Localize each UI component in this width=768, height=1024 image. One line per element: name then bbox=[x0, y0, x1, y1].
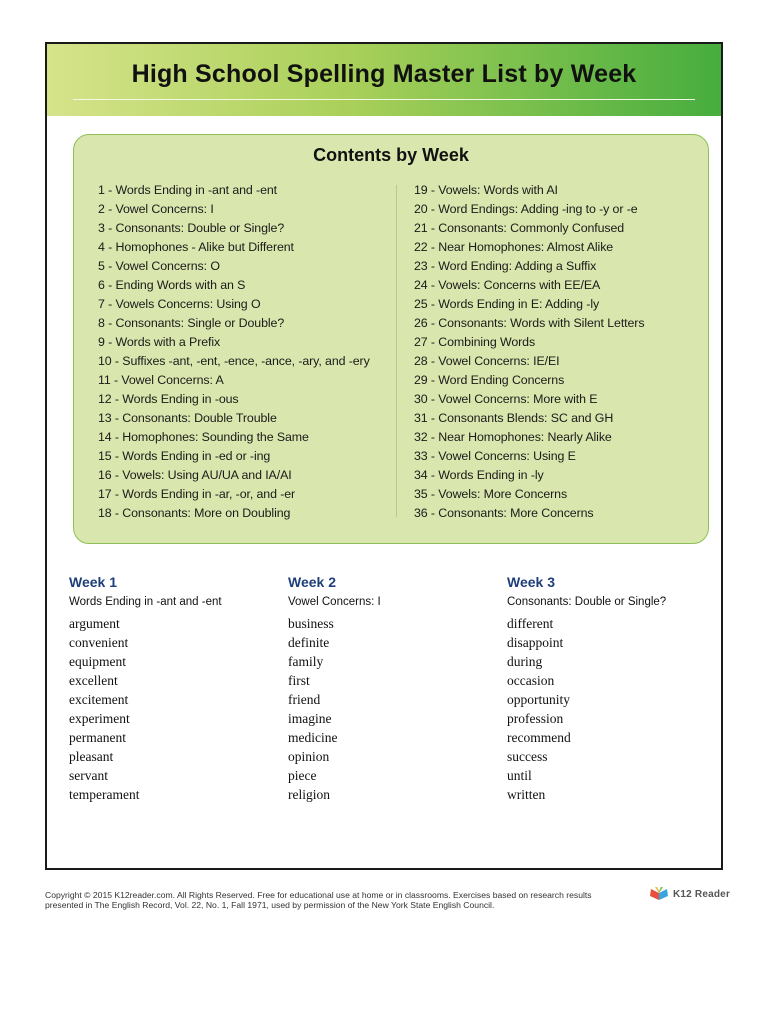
contents-item: 25 - Words Ending in E: Adding -ly bbox=[414, 297, 600, 311]
contents-item: 33 - Vowel Concerns: Using E bbox=[414, 449, 576, 463]
spelling-word: opinion bbox=[288, 749, 330, 764]
spelling-word: opportunity bbox=[507, 692, 570, 707]
contents-item: 16 - Vowels: Using AU/UA and IA/AI bbox=[98, 468, 292, 482]
spelling-word: religion bbox=[288, 787, 330, 802]
spelling-word: medicine bbox=[288, 730, 338, 745]
contents-item: 10 - Suffixes -ant, -ent, -ence, -ance, -ary, and -ery bbox=[98, 354, 370, 368]
spelling-word: until bbox=[507, 768, 532, 783]
open-book-icon bbox=[648, 886, 670, 902]
contents-item: 13 - Consonants: Double Trouble bbox=[98, 411, 277, 425]
spelling-word: argument bbox=[69, 616, 120, 631]
title-underline bbox=[73, 99, 695, 100]
contents-item: 26 - Consonants: Words with Silent Letters bbox=[414, 316, 645, 330]
worksheet-frame bbox=[45, 42, 723, 870]
spelling-word: excitement bbox=[69, 692, 129, 707]
contents-item: 34 - Words Ending in -ly bbox=[414, 468, 544, 482]
spelling-word: servant bbox=[69, 768, 108, 783]
contents-item: 22 - Near Homophones: Almost Alike bbox=[414, 240, 614, 254]
spelling-word: written bbox=[507, 787, 546, 802]
contents-item: 35 - Vowels: More Concerns bbox=[414, 487, 568, 501]
header-banner bbox=[47, 44, 721, 116]
contents-item: 12 - Words Ending in -ous bbox=[98, 392, 239, 406]
contents-item: 6 - Ending Words with an S bbox=[98, 278, 246, 292]
week-1-section bbox=[69, 574, 279, 804]
contents-item: 5 - Vowel Concerns: O bbox=[98, 259, 220, 273]
spelling-word: disappoint bbox=[507, 635, 564, 650]
k12reader-logo[interactable] bbox=[648, 886, 730, 902]
spelling-word: equipment bbox=[69, 654, 126, 669]
spelling-word: business bbox=[288, 616, 334, 631]
contents-item: 28 - Vowel Concerns: IE/EI bbox=[414, 354, 560, 368]
week-subtitle: Vowel Concerns: I bbox=[288, 596, 381, 608]
contents-item: 31 - Consonants Blends: SC and GH bbox=[414, 411, 614, 425]
copyright-footer: Copyright © 2015 K12reader.com. All Rights Reserved. Free for educational use at home or in classrooms. Exercises based on research results presented in The English Record, Vol. 22, No. 1, Fall 1971, used by permission of the New York State English Council. bbox=[45, 890, 592, 910]
contents-item: 24 - Vowels: Concerns with EE/EA bbox=[414, 278, 601, 292]
word-list bbox=[69, 614, 279, 804]
spelling-word: during bbox=[507, 654, 543, 669]
contents-right-column bbox=[414, 181, 704, 523]
week-title: Week 3 bbox=[507, 574, 555, 590]
spelling-word: pleasant bbox=[69, 749, 114, 764]
spelling-word: success bbox=[507, 749, 548, 764]
spelling-word: occasion bbox=[507, 673, 555, 688]
spelling-word: definite bbox=[288, 635, 330, 650]
spelling-word: temperament bbox=[69, 787, 140, 802]
contents-item: 9 - Words with a Prefix bbox=[98, 335, 221, 349]
week-subtitle: Consonants: Double or Single? bbox=[507, 596, 667, 608]
week-title: Week 2 bbox=[288, 574, 336, 590]
contents-title: Contents by Week bbox=[313, 145, 469, 165]
contents-item: 8 - Consonants: Single or Double? bbox=[98, 316, 285, 330]
week-2-section bbox=[288, 574, 498, 804]
contents-item: 3 - Consonants: Double or Single? bbox=[98, 221, 285, 235]
spelling-word: friend bbox=[288, 692, 321, 707]
contents-item: 4 - Homophones - Alike but Different bbox=[98, 240, 294, 254]
contents-item: 17 - Words Ending in -ar, -or, and -er bbox=[98, 487, 296, 501]
column-divider bbox=[396, 185, 397, 517]
word-list bbox=[507, 614, 717, 804]
contents-item: 14 - Homophones: Sounding the Same bbox=[98, 430, 309, 444]
contents-item: 15 - Words Ending in -ed or -ing bbox=[98, 449, 271, 463]
contents-item: 1 - Words Ending in -ant and -ent bbox=[98, 183, 277, 197]
contents-item: 11 - Vowel Concerns: A bbox=[98, 373, 224, 387]
contents-item: 29 - Word Ending Concerns bbox=[414, 373, 565, 387]
word-list bbox=[288, 614, 498, 804]
spelling-word: piece bbox=[288, 768, 317, 783]
contents-item: 20 - Word Endings: Adding -ing to -y or -e bbox=[414, 202, 638, 216]
contents-item: 27 - Combining Words bbox=[414, 335, 536, 349]
spelling-word: imagine bbox=[288, 711, 332, 726]
spelling-word: convenient bbox=[69, 635, 129, 650]
logo-text: K12 Reader bbox=[673, 888, 731, 900]
contents-item: 2 - Vowel Concerns: I bbox=[98, 202, 214, 216]
contents-item: 32 - Near Homophones: Nearly Alike bbox=[414, 430, 612, 444]
week-subtitle: Words Ending in -ant and -ent bbox=[69, 596, 222, 608]
spelling-word: excellent bbox=[69, 673, 118, 688]
contents-box bbox=[73, 134, 709, 544]
contents-item: 7 - Vowels Concerns: Using O bbox=[98, 297, 261, 311]
spelling-word: first bbox=[288, 673, 310, 688]
contents-item: 30 - Vowel Concerns: More with E bbox=[414, 392, 598, 406]
spelling-word: profession bbox=[507, 711, 564, 726]
contents-item: 36 - Consonants: More Concerns bbox=[414, 506, 594, 520]
spelling-word: family bbox=[288, 654, 324, 669]
week-title: Week 1 bbox=[69, 574, 117, 590]
page-title: High School Spelling Master List by Week bbox=[131, 60, 637, 88]
contents-item: 23 - Word Ending: Adding a Suffix bbox=[414, 259, 597, 273]
spelling-word: experiment bbox=[69, 711, 130, 726]
spelling-word: different bbox=[507, 616, 554, 631]
spelling-word: permanent bbox=[69, 730, 126, 745]
contents-item: 18 - Consonants: More on Doubling bbox=[98, 506, 291, 520]
contents-item: 21 - Consonants: Commonly Confused bbox=[414, 221, 625, 235]
spelling-word: recommend bbox=[507, 730, 571, 745]
week-3-section bbox=[507, 574, 717, 804]
contents-left-column bbox=[98, 181, 398, 523]
contents-item: 19 - Vowels: Words with AI bbox=[414, 183, 558, 197]
